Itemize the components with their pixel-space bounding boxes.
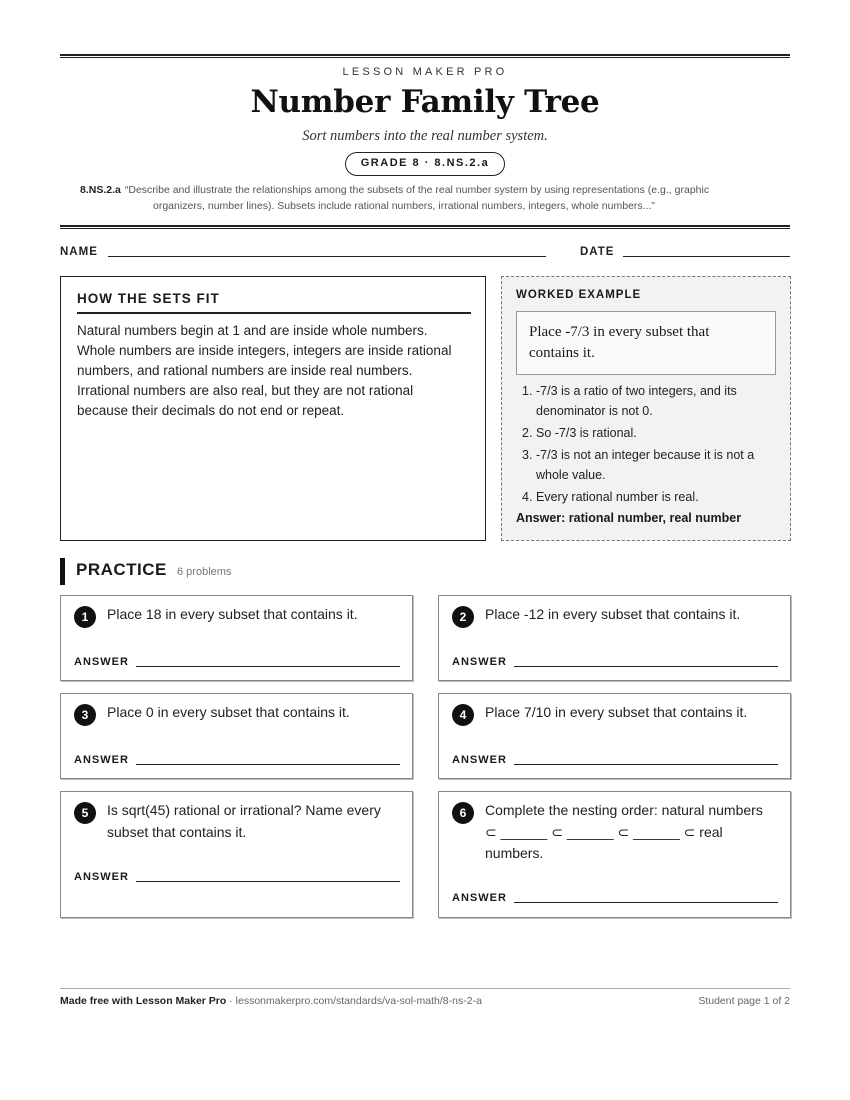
answer-line[interactable] [136,666,400,667]
page-subtitle: Sort numbers into the real number system. [302,128,548,144]
problem-number-badge: 4 [452,704,474,726]
header-bottom-rule [60,225,790,229]
standard-description [80,182,780,214]
worked-example-step: 3. -7/3 is not an integer because it is not a whole value. [522,448,755,482]
standard-text-line-1: “Describe and illustrate the relationships among the subsets of the real number system by using representations (e.g., graphic [124,184,710,196]
problem-card-3 [60,693,413,779]
sets-box-title: HOW THE SETS FIT [77,291,471,314]
footer-rule [60,988,790,989]
worked-example-steps [516,381,778,509]
problem-number-badge: 2 [452,606,474,628]
worked-example-title: WORKED EXAMPLE [516,289,642,301]
problem-text: Place 18 in every subset that contains it. [107,606,358,622]
header-top-rule [60,54,790,58]
problem-text: Place 0 in every subset that contains it. [107,704,350,720]
answer-line[interactable] [514,764,778,765]
problem-number-badge: 1 [74,606,96,628]
problem-number-badge: 6 [452,802,474,824]
answer-label: ANSWER [74,656,129,668]
problem-text: Complete the nesting order: natural numbers ⊂ ______ ⊂ ______ ⊂ ______ ⊂ real numbers. [485,802,763,861]
practice-accent-bar [60,558,65,585]
name-label: NAME [60,246,98,258]
footer-credit [60,995,482,1007]
sets-explanation-box [60,276,486,541]
problem-card-1 [60,595,413,681]
problem-text: Place -12 in every subset that contains it. [485,606,741,622]
answer-label: ANSWER [452,892,507,904]
problem-text: Place 7/10 in every subset that contains it. [485,704,748,720]
worked-example-step: 4. Every rational number is real. [522,490,699,504]
worked-example-step: 2. So -7/3 is rational. [522,426,637,440]
answer-line[interactable] [514,902,778,903]
worked-example-answer: Answer: rational number, real number [516,511,742,525]
answer-label: ANSWER [74,871,129,883]
page-title: Number Family Tree [250,84,600,120]
date-field[interactable] [623,256,790,257]
standard-code: 8.NS.2.a [80,184,121,196]
answer-label: ANSWER [452,754,507,766]
problem-card-5 [60,791,413,918]
answer-line[interactable] [136,764,400,765]
sets-box-text: Natural numbers begin at 1 and are inside whole numbers. Whole numbers are inside integers, integers are inside rational numbers, and rational numbers are inside real numbers. Irrational numbers are also real, but they are not rational because their decimals do not end or repeat. [77,323,452,418]
brand-name: LESSON MAKER PRO [342,66,508,78]
problem-text: Is sqrt(45) rational or irrational? Name every subset that contains it. [107,802,381,840]
problem-number-badge: 3 [74,704,96,726]
practice-title: PRACTICE [76,560,167,579]
name-field[interactable] [108,256,546,257]
footer-made-with: Made free with Lesson Maker Pro [60,995,227,1007]
problem-number-badge: 5 [74,802,96,824]
worked-example-step: 1. -7/3 is a ratio of two integers, and its denominator is not 0. [522,384,737,418]
standard-text-line-2: organizers, number lines). Subsets include rational numbers, irrational numbers, integers, whole numbers...” [153,200,655,212]
date-label: DATE [580,246,615,258]
problem-card-2 [438,595,791,681]
worked-example-box [501,276,791,541]
answer-label: ANSWER [74,754,129,766]
footer-page-number: Student page 1 of 2 [698,995,790,1007]
footer-url[interactable]: · lessonmakerpro.com/standards/va-sol-math/8-ns-2-a [226,995,482,1007]
answer-label: ANSWER [452,656,507,668]
grade-badge: GRADE 8 · 8.NS.2.a [345,152,505,176]
answer-line[interactable] [136,881,400,882]
answer-line[interactable] [514,666,778,667]
problem-card-4 [438,693,791,779]
worked-example-prompt: Place -7/3 in every subset that contains it. [516,311,776,375]
problem-card-6 [438,791,791,918]
practice-count: 6 problems [177,566,232,578]
